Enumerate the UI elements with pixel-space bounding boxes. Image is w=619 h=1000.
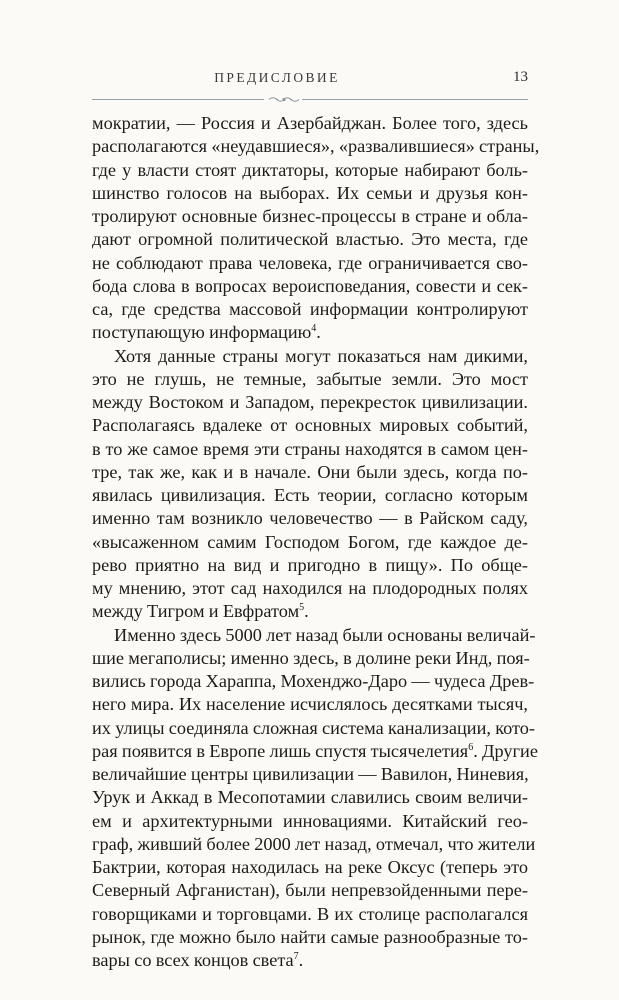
- text-fragment: поступающую информацию: [92, 322, 312, 343]
- text-line: Бактрии, которая находилась на реке Оксус (теперь это: [92, 857, 528, 877]
- running-header: [92, 70, 528, 90]
- text-line: в то же самое время эти страны находятся в самом цен-: [92, 438, 528, 459]
- text-line: са, где средства массовой информации контролируют: [92, 299, 528, 319]
- text-fragment: рая появится в Европе лишь спустя тысячелетия: [92, 740, 469, 761]
- rule-line-left: [92, 99, 264, 100]
- text-line: говорщиками и торговцами. В их столице располагался: [92, 903, 528, 924]
- text-line: располагаются «неудавшиеся», «развалившиеся» страны,: [92, 136, 540, 157]
- text-line: Располагаясь вдалеке от основных мировых событий,: [92, 415, 528, 436]
- text-line: тре, так же, как и в начале. Они были здесь, когда по-: [92, 461, 528, 482]
- text-line: бода слова в вопросах вероисповедания, совести и сек-: [92, 275, 528, 296]
- text-line: не соблюдают права человека, где ограничивается сво-: [92, 252, 528, 273]
- page-number: 13: [513, 69, 528, 85]
- text-line: шинство голосов на выборах. Их семьи и друзья кон-: [92, 182, 528, 203]
- rule-line-right: [302, 99, 528, 100]
- text-line: вились города Хараппа, Мохенджо-Даро — чудеса Древ-: [92, 671, 535, 691]
- footnote-ref: 7: [293, 951, 299, 962]
- text-line: дают огромной политической властью. Это места, где: [92, 229, 528, 250]
- text-line: явилась цивилизация. Есть теории, согласно которым: [92, 485, 528, 505]
- text-line: между Востоком и Западом, перекресток цивилизации.: [92, 392, 528, 412]
- text-line: [92, 949, 528, 972]
- text-fragment: . Другие: [473, 740, 538, 761]
- text-line: Северный Афганистан), были непревзойденными пере-: [92, 880, 528, 901]
- sentence-end: .: [316, 322, 321, 343]
- text-line: Хотя данные страны могут показаться нам дикими,: [114, 345, 528, 366]
- footnote-ref: 6: [468, 741, 474, 753]
- text-line: [92, 740, 538, 763]
- text-line: где у власти стоят диктаторы, которые набирают боль-: [92, 159, 528, 180]
- footnote-ref: 5: [299, 602, 305, 614]
- text-line: именно там возникло человечество — в Райском саду,: [92, 508, 528, 529]
- text-line: мократии, — Россия и Азербайджан. Более того, здесь: [92, 113, 528, 133]
- text-line: [92, 321, 528, 344]
- running-title: ПРЕДИСЛОВИЕ: [214, 70, 340, 85]
- text-line: шие мегаполисы; именно здесь, в долине реки Инд, поя-: [92, 647, 530, 668]
- text-line: [92, 600, 528, 623]
- text-line: граф, живший более 2000 лет назад, отмечал, что жители: [92, 833, 536, 854]
- text-line: их улицы соединяла сложная система канализации, кото-: [92, 717, 536, 738]
- text-line: Именно здесь 5000 лет назад были основаны величай-: [114, 624, 536, 645]
- ornament-icon: [268, 95, 300, 104]
- text-line: него мира. Их население исчислялось десятками тысяч,: [92, 694, 528, 715]
- text-line: это не глушь, не темные, забытые земли. Это мост: [92, 368, 528, 389]
- text-line: му мнению, этот сад находился на плодородных полях: [92, 578, 528, 598]
- text-fragment: вары со всех концов света: [92, 950, 294, 970]
- text-line: Урук и Аккад в Месопотамии славились своим величи-: [92, 787, 528, 808]
- text-line: «высаженном самим Господом Богом, где каждое де-: [92, 531, 528, 552]
- sentence-end: .: [304, 601, 309, 622]
- text-fragment: между Тигром и Евфратом: [92, 601, 300, 622]
- text-line: величайшие центры цивилизации — Вавилон, Ниневия,: [92, 764, 529, 784]
- text-line: тролируют основные бизнес-процессы в стране и обла-: [92, 206, 528, 226]
- text-line: ем и архитектурными инновациями. Китайский гео-: [92, 810, 528, 831]
- footnote-ref: 4: [311, 323, 317, 335]
- text-line: рево приятно на вид и пригодно в пищу». По обще-: [92, 554, 528, 575]
- sentence-end: .: [298, 950, 304, 970]
- text-line: рынок, где можно было найти самые разнообразные то-: [92, 926, 528, 947]
- header-rule: [92, 96, 528, 104]
- body-text: [92, 112, 540, 972]
